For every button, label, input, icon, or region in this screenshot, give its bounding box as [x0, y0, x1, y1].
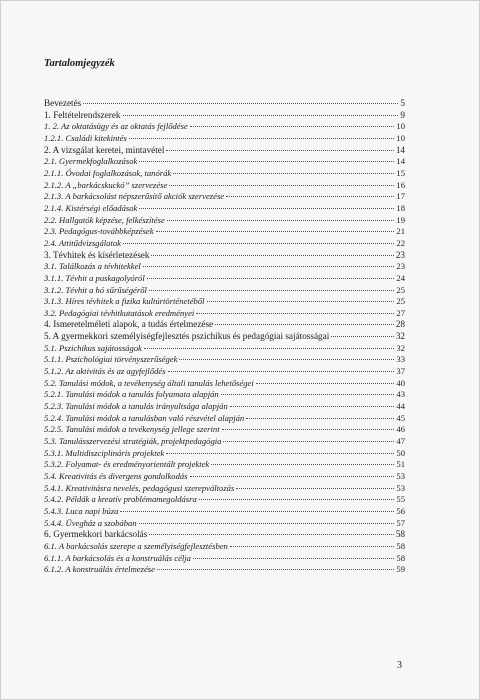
toc-entry-page: 28: [395, 319, 405, 330]
toc-entry-page: 59: [396, 564, 405, 575]
toc-entry: [44, 203, 405, 215]
toc-entry: [44, 191, 405, 203]
toc-entry-page: 10: [396, 132, 405, 143]
toc-entry-label: 6.1.1. A barkácsolás és a konstruálás célja: [44, 552, 191, 563]
toc-entry-page: 53: [396, 471, 405, 481]
toc-entry-page: 25: [396, 284, 405, 295]
toc-entry: [44, 296, 405, 308]
dot-leader: [179, 359, 394, 360]
dot-leader: [173, 173, 394, 174]
dot-leader: [166, 453, 394, 454]
dot-leader: [236, 488, 394, 489]
dot-leader: [168, 371, 395, 372]
dot-leader: [331, 336, 394, 337]
toc-entry: [44, 518, 405, 530]
dot-leader: [129, 138, 395, 139]
toc-entry-page: 23: [395, 249, 405, 260]
toc-entry-label: 5.4. Kreativitás és divergens gondolkodás: [44, 471, 188, 481]
toc-entry-page: 53: [396, 482, 405, 493]
toc-entry-label: 3.2. Pedagógiai tévhitkutatások eredményei: [44, 307, 195, 318]
toc-entry: [44, 121, 405, 133]
toc-entry-label: 5.4.3. Luca napi búza: [44, 505, 119, 516]
toc-entry-page: 46: [396, 424, 405, 435]
toc-entry: [44, 413, 405, 425]
toc-entry-page: 47: [396, 436, 405, 447]
toc-entry: [44, 506, 405, 518]
toc-entry-page: 32: [396, 342, 405, 353]
dot-leader: [221, 394, 395, 395]
toc-entry-label: 3.1. Találkozás a tévhitekkel: [44, 261, 141, 272]
dot-leader: [139, 208, 394, 209]
dot-leader: [226, 196, 394, 197]
dot-leader: [144, 348, 395, 349]
dot-leader: [120, 511, 394, 512]
toc-entry-page: 25: [396, 296, 405, 307]
dot-leader: [193, 558, 394, 559]
toc-entry: [44, 238, 405, 250]
toc-entry-page: 56: [396, 505, 405, 516]
toc-entry-page: 22: [396, 237, 405, 248]
toc-entry: [44, 168, 405, 180]
dot-leader: [167, 220, 395, 221]
dot-leader: [139, 161, 394, 162]
toc-entry-label: 5.2.5. Tanulási módok a tevékenység jellege szerint: [44, 424, 220, 435]
toc-entry-label: Bevezetés: [44, 98, 82, 108]
toc-entry-page: 40: [396, 377, 405, 388]
dot-leader: [246, 418, 394, 419]
toc-entry: [44, 424, 405, 436]
toc-entry-label: 2.2. Hallgatók képzése, felkészítése: [44, 214, 165, 225]
toc-entry-label: 1. Feltételrendszerek: [44, 109, 121, 120]
toc-entry-page: 58: [396, 540, 405, 551]
toc-entry-label: 3.1.3. Híres tévhitek a fizika kultúrtörténetéből: [44, 296, 205, 307]
toc-entry-page: 9: [400, 109, 405, 120]
toc-entry: [44, 564, 405, 576]
toc-entry: [44, 378, 405, 390]
dot-leader: [199, 499, 395, 500]
toc-entry-page: 14: [395, 144, 405, 155]
toc-entry-label: 5. A gyermekkori személyiségfejlesztés pszichikus és pedagógiai sajátosságai: [44, 331, 330, 342]
dot-leader: [215, 324, 394, 325]
dot-leader: [143, 266, 395, 267]
toc-entry-page: 5: [400, 98, 405, 108]
toc-entry: [44, 180, 405, 192]
dot-leader: [139, 523, 395, 524]
toc-entry-label: 2.1.2. A „barkácskuckó” szervezése: [44, 179, 168, 190]
toc-entry-label: 1. 2. Az oktatásügy és az oktatás fejlődése: [44, 121, 188, 132]
dot-leader: [196, 313, 394, 314]
toc-entry-label: 6.1. A barkácsolás szerepe a személyiségfejlesztésben: [44, 540, 228, 551]
toc-entry-label: 2.3. Pedagógus-továbbképzések: [44, 226, 154, 237]
toc-entry-label: 5.3.1. Multidiszciplináris projektek: [44, 447, 165, 458]
toc-entry: [44, 483, 405, 495]
toc-entry: [44, 308, 405, 320]
dot-leader: [207, 301, 395, 302]
dot-leader: [230, 406, 395, 407]
dot-leader: [256, 383, 395, 384]
dot-leader: [166, 150, 393, 151]
toc-entry-label: 5.3. Tanulásszervezési stratégiák, projektpedagógia: [44, 436, 222, 447]
toc-entry-page: 10: [396, 121, 405, 132]
toc-entry-label: 5.2.4. Tanulási módok a tanulásban való részvétel alapján: [44, 412, 245, 423]
toc-heading: Tartalomjegyzék: [44, 58, 115, 69]
toc-entry-page: 57: [396, 517, 405, 528]
toc-entry-page: 50: [396, 447, 405, 458]
toc-entry-page: 19: [396, 214, 405, 225]
toc-entry-page: 51: [396, 459, 405, 470]
toc-entry-page: 55: [396, 494, 405, 505]
dot-leader: [123, 115, 399, 116]
toc-entry: [44, 436, 405, 448]
toc-entry-page: 23: [396, 261, 405, 272]
toc-entry: [44, 343, 405, 355]
toc-entry-label: 2.1.1. Óvodai foglalkozások, tanórák: [44, 167, 172, 178]
toc-entry-label: 5.2.3. Tanulási módok a tanulás irányultsága alapján: [44, 401, 228, 412]
toc-entry-page: 24: [396, 272, 405, 283]
page-number: 3: [397, 660, 402, 671]
toc-entry-label: 3.1.2. Tévhit a hó sűrűségéről: [44, 284, 147, 295]
toc-entry: [44, 471, 405, 483]
toc-entry: [44, 215, 405, 227]
dot-leader: [147, 278, 395, 279]
toc-entry-page: 14: [396, 156, 405, 167]
toc-entry: [44, 110, 405, 122]
dot-leader: [211, 464, 394, 465]
toc-entry-label: 6. Gyermekkori barkácsolás: [44, 529, 148, 540]
toc-entry-page: 44: [396, 401, 405, 412]
dot-leader: [123, 243, 394, 244]
toc-entry-page: 45: [396, 412, 405, 423]
dot-leader: [169, 185, 394, 186]
toc-entry: [44, 366, 405, 378]
toc-entry-label: 5.4.2. Példák a kreatív problémamegoldásra: [44, 494, 197, 505]
toc-entry-page: 17: [396, 191, 405, 202]
toc-entry-label: 5.1. Pszichikus sajátosságok: [44, 342, 142, 353]
toc-entry-page: 32: [395, 331, 405, 342]
toc-entry: [44, 250, 405, 262]
toc-entry: [44, 273, 405, 285]
toc-entry-label: 3. Tévhitek és kísérletezések: [44, 249, 150, 260]
toc-entry-page: 33: [396, 354, 405, 365]
toc-entry-label: 5.1.2. Az aktivitás és az agyfejlődés: [44, 366, 166, 377]
toc-entry: [44, 331, 405, 343]
toc-entry: [44, 319, 405, 331]
toc-entry-label: 3.1.1. Tévhit a puskagolyóról: [44, 272, 145, 283]
toc-entry: [44, 494, 405, 506]
toc-entry-label: 2.1.3. A barkácsolást népszerűsítő akciók szervezése: [44, 191, 225, 202]
toc-entry: [44, 145, 405, 157]
toc-entry-page: 16: [396, 179, 405, 190]
toc-entry: [44, 285, 405, 297]
toc-entry-label: 2.4. Attitűdvizsgálatok: [44, 237, 121, 248]
dot-leader: [222, 429, 395, 430]
table-of-contents: [44, 98, 405, 576]
toc-entry-page: 15: [396, 167, 405, 178]
dot-leader: [149, 290, 395, 291]
toc-entry-label: 5.4.4. Üvegház a szobában: [44, 517, 137, 528]
toc-entry-label: 5.1.1. Pszichológiai törvényszerűségek: [44, 354, 178, 365]
toc-entry-label: 1.2.1. Családi kitekintés: [44, 132, 127, 143]
toc-entry-page: 21: [396, 226, 405, 237]
dot-leader: [151, 255, 393, 256]
toc-entry: [44, 156, 405, 168]
toc-entry-label: 2. A vizsgálat keretei, mintavétel: [44, 144, 165, 155]
toc-entry-label: 4. Ismeretelméleti alapok, a tudás értelmezése: [44, 319, 214, 330]
toc-entry-label: 5.3.2. Folyamat- és eredményorientált projektek: [44, 459, 210, 470]
toc-entry: [44, 401, 405, 413]
dot-leader: [149, 534, 393, 535]
toc-entry-label: 6.1.2. A konstruálás értelmezése: [44, 564, 155, 575]
dot-leader: [223, 441, 394, 442]
dot-leader: [156, 231, 395, 232]
toc-entry: [44, 226, 405, 238]
toc-entry-page: 18: [396, 202, 405, 213]
toc-entry-label: 2.1.4. Kistérségi előadások: [44, 202, 138, 213]
toc-entry-page: 58: [395, 529, 405, 540]
toc-entry-page: 58: [396, 552, 405, 563]
toc-entry: [44, 261, 405, 273]
toc-entry-page: 37: [396, 366, 405, 377]
toc-entry: [44, 459, 405, 471]
toc-entry: [44, 541, 405, 553]
dot-leader: [230, 546, 395, 547]
toc-entry: [44, 553, 405, 565]
toc-entry: [44, 448, 405, 460]
toc-entry: [44, 529, 405, 541]
dot-leader: [190, 126, 395, 127]
dot-leader: [83, 103, 398, 104]
toc-entry-label: 5.4.1. Kreativitásra nevelés, pedagógusi szerepváltozás: [44, 482, 235, 493]
toc-entry-label: 5.2.1. Tanulási módok a tanulás folyamata alapján: [44, 389, 219, 400]
toc-entry: [44, 354, 405, 366]
toc-entry-page: 43: [396, 389, 405, 400]
toc-entry: [44, 98, 405, 110]
dot-leader: [190, 476, 395, 477]
toc-entry-label: 2.1. Gyermekfoglalkozások: [44, 156, 138, 167]
toc-entry: [44, 133, 405, 145]
toc-entry-page: 27: [396, 307, 405, 318]
dot-leader: [157, 569, 394, 570]
toc-entry: [44, 389, 405, 401]
toc-entry-label: 5.2. Tanulási módok, a tevékenység általi tanulás lehetőségei: [44, 377, 254, 388]
